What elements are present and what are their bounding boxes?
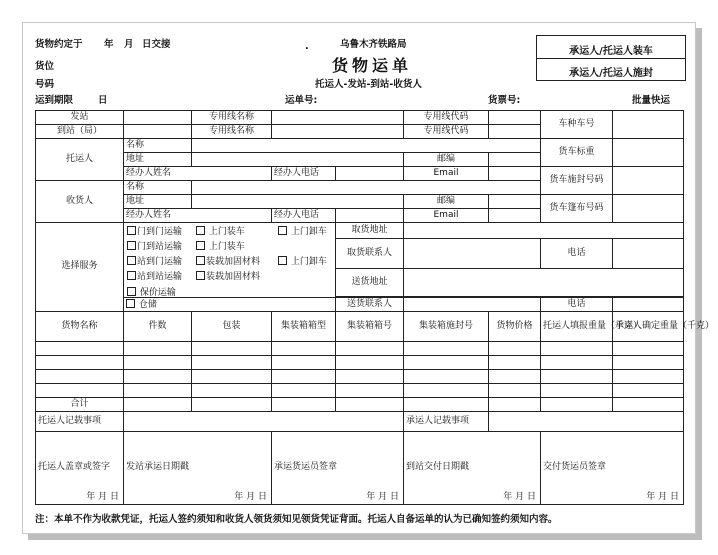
svc-station-to-door-option[interactable]: 站到门运输 bbox=[127, 256, 182, 267]
special-line-code-field-2[interactable] bbox=[489, 125, 541, 139]
svc-door-to-door-option[interactable]: 门到门运输 bbox=[127, 226, 182, 237]
checkbox-icon[interactable] bbox=[196, 256, 205, 265]
checkbox-icon[interactable] bbox=[196, 271, 205, 280]
special-line-name-label: 专用线名称 bbox=[192, 111, 272, 125]
delivery-phone-label: 电话 bbox=[541, 298, 613, 312]
cargo-row[interactable] bbox=[36, 356, 684, 370]
tarp-number-field[interactable] bbox=[613, 195, 684, 223]
svc-door-loading-option[interactable]: 上门装车 bbox=[196, 226, 245, 237]
checkbox-icon[interactable] bbox=[126, 299, 135, 308]
checkbox-icon[interactable] bbox=[127, 226, 136, 235]
footer-note: 注：本单不作为收款凭证，托运人签约须知和收货人领货须知见领货凭证背面。托运人自备运单的认为已确知签约须知内容。 bbox=[35, 514, 558, 525]
service-options bbox=[124, 223, 336, 298]
consignee-email-label: Email bbox=[404, 209, 489, 223]
waybill-number-label: 运单号: bbox=[285, 95, 318, 106]
pickup-contact-label: 取货联系人 bbox=[336, 239, 404, 269]
checkbox-icon[interactable] bbox=[127, 271, 136, 280]
consignee-agent-name-label: 经办人姓名 bbox=[124, 209, 272, 223]
svc-door-unloading-option-2[interactable]: 上门卸车 bbox=[278, 256, 327, 267]
total-price-field[interactable] bbox=[489, 398, 541, 412]
checkbox-icon[interactable] bbox=[127, 287, 136, 296]
carrier-notes-label: 承运人记载事项 bbox=[404, 412, 489, 432]
col-carrier-weight: 承运人确定重量（千克） bbox=[613, 312, 684, 342]
checkbox-icon[interactable] bbox=[127, 241, 136, 250]
consignee-agent-phone-label: 经办人电话 bbox=[272, 209, 336, 223]
number-label: 号码 bbox=[35, 79, 55, 90]
dot-mark: . bbox=[305, 41, 309, 52]
loading-option: 承运人/托运人装车 bbox=[569, 46, 653, 57]
departure-station-field[interactable] bbox=[124, 111, 192, 125]
shipper-label: 托运人 bbox=[36, 139, 124, 181]
consignee-label: 收货人 bbox=[36, 181, 124, 223]
ticket-number-label: 货票号: bbox=[488, 95, 521, 106]
loading-seal-box bbox=[536, 35, 686, 81]
shipper-name-field[interactable] bbox=[192, 139, 541, 153]
checkbox-icon[interactable] bbox=[196, 226, 205, 235]
svc-door-loading-option-2[interactable]: 上门装车 bbox=[196, 241, 245, 252]
total-pieces-field[interactable] bbox=[124, 398, 192, 412]
subtitle: 托运人-发站-到站-收货人 bbox=[315, 79, 422, 90]
tarp-number-label: 货车篷布号码 bbox=[541, 195, 613, 223]
load-tonnage-label: 货车标重 bbox=[541, 139, 613, 167]
consignee-postcode-label: 邮编 bbox=[404, 195, 489, 209]
checkbox-icon[interactable] bbox=[196, 241, 205, 250]
delivery-contact-label: 送货联系人 bbox=[336, 298, 404, 312]
shipper-address-label: 地址 bbox=[124, 153, 192, 167]
total-carrier-weight-field[interactable] bbox=[613, 398, 684, 412]
special-line-name-field-2[interactable] bbox=[272, 125, 404, 139]
col-shipper-weight: 托运人填报重量（千克） bbox=[541, 312, 613, 342]
departure-station-label: 发站 bbox=[36, 111, 124, 125]
cargo-row[interactable] bbox=[36, 370, 684, 384]
consignee-address-label: 地址 bbox=[124, 195, 192, 209]
special-line-name-label-2: 专用线名称 bbox=[192, 125, 272, 139]
waybill-table bbox=[35, 110, 715, 505]
pickup-phone-field[interactable] bbox=[613, 239, 684, 269]
checkbox-icon[interactable] bbox=[127, 256, 136, 265]
delivery-address-label: 送货地址 bbox=[336, 269, 404, 297]
special-line-code-field[interactable] bbox=[489, 111, 541, 125]
consignee-name-label: 名称 bbox=[124, 181, 192, 195]
col-container-type: 集装箱箱型 bbox=[272, 312, 336, 342]
page-title: 货物运单 bbox=[332, 56, 413, 75]
col-container-seal: 集装箱施封号 bbox=[404, 312, 489, 342]
col-cargo-name: 货物名称 bbox=[36, 312, 124, 342]
bulk-express-label: 批量快运 bbox=[632, 95, 671, 106]
col-packaging: 包装 bbox=[192, 312, 272, 342]
shipper-postcode-field[interactable] bbox=[489, 153, 541, 167]
cargo-row[interactable] bbox=[36, 342, 684, 356]
shipper-postcode-label: 邮编 bbox=[404, 153, 489, 167]
shipper-notes-field[interactable] bbox=[124, 412, 404, 432]
delivery-phone-field[interactable] bbox=[613, 298, 684, 312]
svc-reinforcement-option[interactable]: 装载加固材料 bbox=[196, 256, 260, 267]
svc-door-unloading-option[interactable]: 上门卸车 bbox=[278, 226, 327, 237]
total-shipper-weight-field[interactable] bbox=[541, 398, 613, 412]
col-container-number: 集装箱箱号 bbox=[336, 312, 404, 342]
day-delivery-label: 日交接 bbox=[142, 39, 171, 50]
special-line-code-label-2: 专用线代码 bbox=[404, 125, 489, 139]
agreement-label: 货物约定于 bbox=[35, 39, 83, 50]
load-tonnage-field[interactable] bbox=[613, 139, 684, 167]
pickup-address-label: 取货地址 bbox=[336, 223, 404, 239]
deadline-day-label: 日 bbox=[98, 95, 108, 106]
delivery-address-field[interactable] bbox=[404, 269, 684, 297]
carrier-clerk-signature-cell[interactable]: 承运货运员签章 年 月 日 bbox=[272, 432, 404, 505]
svc-storage-option[interactable]: 仓储 bbox=[124, 298, 336, 312]
pickup-contact-field[interactable] bbox=[404, 239, 541, 269]
shipper-address-field[interactable] bbox=[192, 153, 404, 167]
shipper-name-label: 名称 bbox=[124, 139, 192, 153]
deadline-label: 运到期限 bbox=[35, 95, 74, 106]
special-line-name-field[interactable] bbox=[272, 111, 404, 125]
shipper-agent-phone-field[interactable] bbox=[336, 167, 404, 181]
col-piece-count: 件数 bbox=[124, 312, 192, 342]
shipper-signature-cell[interactable]: 托运人盖章或签字 年 月 日 bbox=[36, 432, 124, 505]
checkbox-icon[interactable] bbox=[278, 256, 287, 265]
svc-reinforcement-option-2[interactable]: 装载加固材料 bbox=[196, 271, 260, 282]
seal-option: 承运人/托运人施封 bbox=[569, 68, 653, 79]
carrier-notes-field[interactable] bbox=[489, 412, 684, 432]
delivery-contact-field[interactable] bbox=[404, 298, 541, 312]
consignee-agent-phone-field[interactable] bbox=[336, 209, 404, 223]
delivery-clerk-signature-cell[interactable]: 交付货运员签章 年 月 日 bbox=[541, 432, 684, 505]
col-cargo-price: 货物价格 bbox=[489, 312, 541, 342]
select-service-label: 选择服务 bbox=[36, 223, 124, 312]
pickup-phone-label: 电话 bbox=[541, 239, 613, 269]
consignee-postcode-field[interactable] bbox=[489, 195, 541, 209]
special-line-code-label: 专用线代码 bbox=[404, 111, 489, 125]
cargo-row[interactable] bbox=[36, 384, 684, 398]
cargo-position-label: 货位 bbox=[35, 61, 55, 72]
bureau-name: 乌鲁木齐铁路局 bbox=[340, 39, 407, 50]
shipper-email-label: Email bbox=[404, 167, 489, 181]
shipper-agent-name-label: 经办人姓名 bbox=[124, 167, 272, 181]
consignee-name-field[interactable] bbox=[192, 181, 541, 195]
checkbox-icon[interactable] bbox=[278, 226, 287, 235]
consignee-email-field[interactable] bbox=[489, 209, 541, 223]
arrival-station-label: 到站（局） bbox=[36, 125, 124, 139]
svc-insured-option[interactable]: 保价运输 bbox=[127, 287, 176, 298]
pickup-address-field[interactable] bbox=[404, 223, 684, 239]
arrival-date-stamp-cell[interactable]: 到站交付日期戳 年 月 日 bbox=[404, 432, 541, 505]
shipper-email-field[interactable] bbox=[489, 167, 541, 181]
shipper-notes-label: 托运人记载事项 bbox=[36, 412, 124, 432]
arrival-station-field[interactable] bbox=[124, 125, 192, 139]
car-type-number-field[interactable] bbox=[613, 111, 684, 139]
car-type-number-label: 车种车号 bbox=[541, 111, 613, 139]
shipper-agent-phone-label: 经办人电话 bbox=[272, 167, 336, 181]
year-label: 年 bbox=[104, 39, 114, 50]
total-label: 合计 bbox=[36, 398, 124, 412]
month-label: 月 bbox=[124, 39, 134, 50]
consignee-address-field[interactable] bbox=[192, 195, 404, 209]
svc-door-to-station-option[interactable]: 门到站运输 bbox=[127, 241, 182, 252]
seal-number-field[interactable] bbox=[613, 167, 684, 195]
svc-station-to-station-option[interactable]: 站到站运输 bbox=[127, 271, 182, 282]
seal-number-label: 货车施封号码 bbox=[541, 167, 613, 195]
departure-date-stamp-cell[interactable]: 发站承运日期戳 年 月 日 bbox=[124, 432, 272, 505]
